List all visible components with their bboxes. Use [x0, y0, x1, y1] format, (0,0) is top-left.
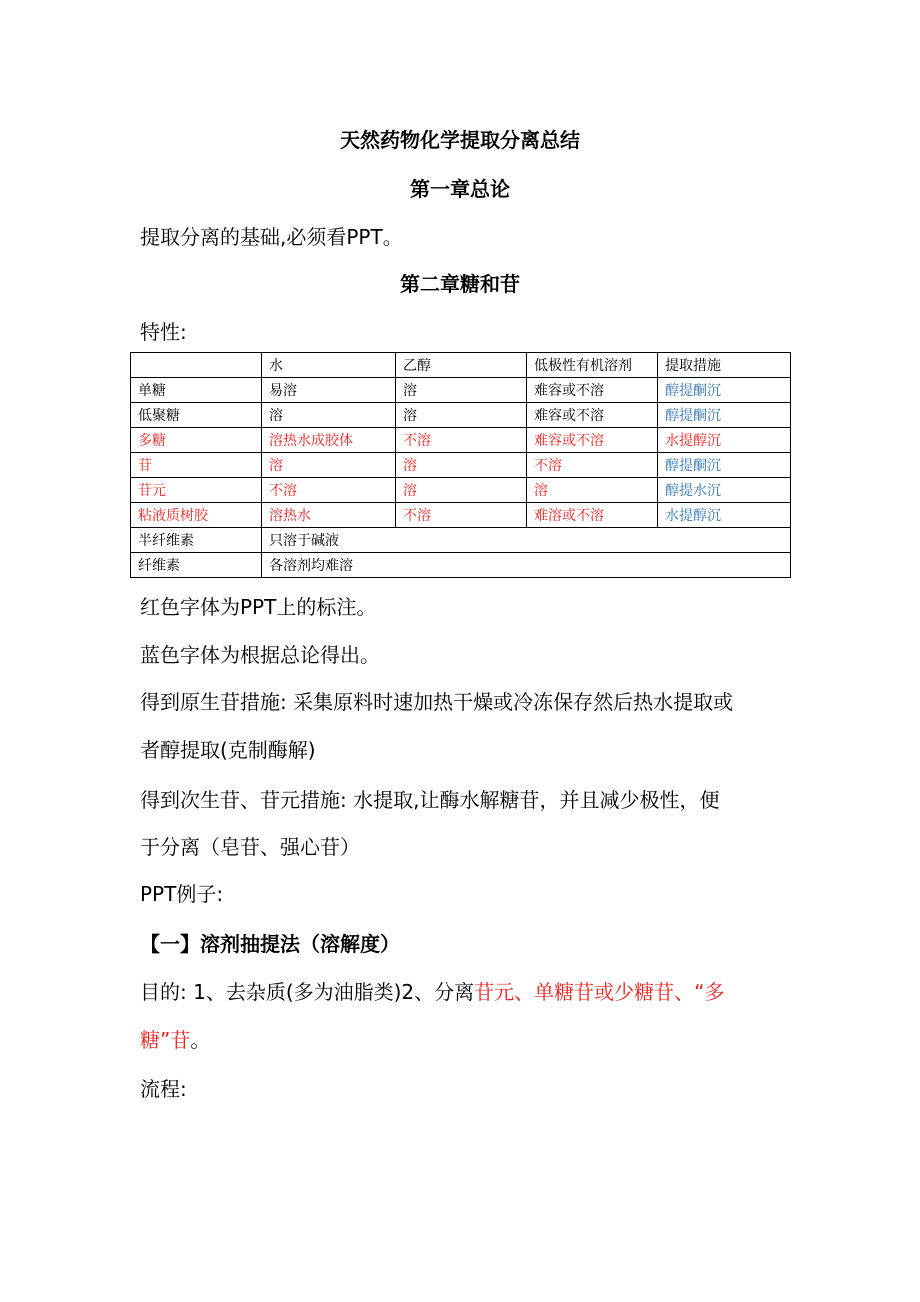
header-cell-empty [131, 353, 262, 378]
document-title: 天然药物化学提取分离总结 [340, 128, 580, 152]
table-row [131, 503, 791, 528]
table-cell: 难溶或不溶 [527, 503, 658, 528]
red-note: 红色字体为PPT上的标注。 [140, 595, 377, 619]
table-cell: 多糖 [131, 428, 262, 453]
table-cell: 难容或不溶 [527, 403, 658, 428]
table-cell-merged: 只溶于碱液 [262, 528, 791, 553]
purpose-red-text: 苷元、单糖苷或少糖苷、“多 [474, 980, 725, 1004]
table-row [131, 453, 791, 478]
table-row [131, 378, 791, 403]
properties-label: 特性: [140, 320, 187, 344]
table-cell: 纤维素 [131, 553, 262, 578]
purpose-prefix: 目的: 1、去杂质(多为油脂类)2、分离 [140, 980, 475, 1004]
header-cell-low-polar-solvent: 低极性有机溶剂 [527, 353, 658, 378]
table-cell: 溶 [396, 478, 527, 503]
table-row [131, 553, 791, 578]
table-cell: 水提醇沉 [658, 503, 791, 528]
primary-glycoside-line2: 者醇提取(克制酶解) [140, 738, 316, 762]
table-cell: 醇提酮沉 [658, 403, 791, 428]
ppt-example-label: PPT例子: [140, 882, 224, 906]
table-cell: 不溶 [262, 478, 396, 503]
table-cell: 水提醇沉 [658, 428, 791, 453]
table-cell: 溶 [396, 378, 527, 403]
table-cell: 半纤维素 [131, 528, 262, 553]
chapter1-heading: 第一章总论 [410, 177, 510, 201]
flow-label: 流程: [140, 1077, 187, 1101]
table-cell: 溶 [396, 453, 527, 478]
purpose-line1 [140, 980, 790, 1004]
table-row [131, 478, 791, 503]
table-cell: 粘液质树胶 [131, 503, 262, 528]
table-cell: 溶热水 [262, 503, 396, 528]
table-cell: 溶 [262, 403, 396, 428]
table-cell: 溶 [262, 453, 396, 478]
table-cell: 不溶 [396, 503, 527, 528]
table-cell: 醇提酮沉 [658, 378, 791, 403]
table-cell: 溶 [527, 478, 658, 503]
chapter1-text: 提取分离的基础,必须看PPT。 [140, 225, 403, 249]
chapter2-heading: 第二章糖和苷 [400, 272, 520, 296]
table-cell: 醇提水沉 [658, 478, 791, 503]
table-cell: 溶热水成胶体 [262, 428, 396, 453]
header-cell-ethanol: 乙醇 [396, 353, 527, 378]
table-cell: 易溶 [262, 378, 396, 403]
table-cell: 苷 [131, 453, 262, 478]
table-cell: 醇提酮沉 [658, 453, 791, 478]
secondary-glycoside-line2: 于分离（皂苷、强心苷） [140, 835, 360, 859]
primary-glycoside-line1: 得到原生苷措施: 采集原料时速加热干燥或冷冻保存然后热水提取或 [140, 690, 734, 714]
table-row [131, 403, 791, 428]
table-row [131, 428, 791, 453]
table-cell: 不溶 [527, 453, 658, 478]
table-row [131, 528, 791, 553]
sugar-properties-table [130, 352, 791, 578]
table-cell: 难容或不溶 [527, 428, 658, 453]
table-cell: 难容或不溶 [527, 378, 658, 403]
header-cell-extraction-method: 提取措施 [658, 353, 791, 378]
purpose-line2 [140, 1028, 790, 1052]
section1-heading: 【一】溶剂抽提法（溶解度） [140, 932, 400, 956]
purpose-red-text-cont: 糖”苷 [140, 1028, 191, 1052]
secondary-glycoside-line1: 得到次生苷、苷元措施: 水提取,让酶水解糖苷，并且减少极性，便 [140, 788, 720, 812]
table-cell: 不溶 [396, 428, 527, 453]
purpose-suffix: 。 [190, 1028, 211, 1052]
blue-note: 蓝色字体为根据总论得出。 [140, 643, 380, 667]
table-cell: 低聚糖 [131, 403, 262, 428]
table-cell: 单糖 [131, 378, 262, 403]
table-cell: 溶 [396, 403, 527, 428]
header-cell-water: 水 [262, 353, 396, 378]
table-cell-merged: 各溶剂均难溶 [262, 553, 791, 578]
table-cell: 苷元 [131, 478, 262, 503]
table-header-row [131, 353, 791, 378]
